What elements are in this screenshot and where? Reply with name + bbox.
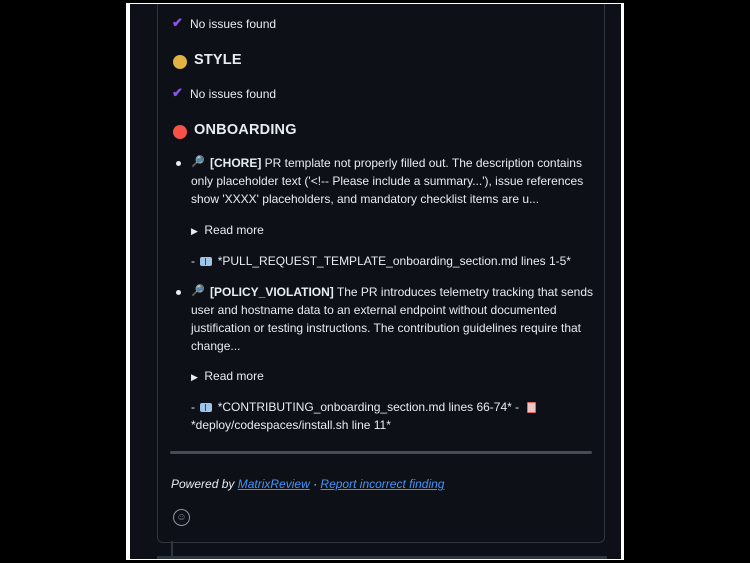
finding-text: The PR introduces telemetry tracking that sends [333, 285, 594, 299]
finding-reference [191, 252, 571, 270]
style-heading: STYLE [194, 52, 242, 68]
ref-dash: - [191, 254, 195, 268]
magnifier-icon: 🔎 [191, 285, 205, 297]
read-more-label: Read more [204, 369, 264, 383]
check-icon: ✔ [172, 85, 183, 100]
triangle-right-icon: ▶ [191, 372, 198, 382]
triangle-right-icon: ▶ [191, 226, 198, 236]
finding-chore-line2: only placeholder text ('<!-- Please include a summary...'), issue references [191, 174, 584, 188]
ref-dash: - [191, 400, 195, 414]
finding-chore-line1 [210, 154, 582, 172]
finding-reference [191, 398, 536, 416]
finding-policy-line1 [210, 283, 593, 301]
read-more-toggle[interactable] [191, 367, 264, 385]
finding-text: PR template not properly filled out. The description contains [261, 156, 582, 170]
comment-pane [130, 4, 621, 559]
read-more-label: Read more [204, 223, 264, 237]
file-icon [527, 402, 536, 413]
finding-chore-line3: show 'XXXX' placeholders, and mandatory checklist items are u... [191, 192, 540, 206]
list-bullet [176, 290, 181, 295]
check-icon: ✔ [172, 15, 183, 30]
style-status-text: No issues found [190, 87, 277, 101]
ref-text: *PULL_REQUEST_TEMPLATE_onboarding_section.md lines 1-5* [217, 254, 571, 268]
list-bullet [176, 161, 181, 166]
footer-divider [170, 451, 592, 454]
top-status-text: No issues found [190, 17, 277, 31]
powered-by-footer [171, 477, 444, 491]
read-more-toggle[interactable] [191, 221, 264, 239]
finding-reference-line2: *deploy/codespaces/install.sh line 11* [191, 418, 391, 432]
yellow-circle-icon [173, 55, 187, 69]
magnifier-icon: 🔎 [191, 156, 205, 168]
add-reaction-button[interactable] [173, 509, 190, 526]
report-incorrect-finding-link[interactable]: Report incorrect finding [320, 477, 445, 491]
finding-tag: [POLICY_VIOLATION] [210, 285, 334, 299]
finding-policy-line4: change... [191, 339, 241, 353]
ref-text: *CONTRIBUTING_onboarding_section.md lines 66-74* - [217, 400, 520, 414]
red-circle-icon [173, 125, 187, 139]
finding-policy-line3: justification or testing instructions. The contribution guidelines require that [191, 321, 581, 335]
finding-tag: [CHORE] [210, 156, 262, 170]
powered-by-label: Powered by [171, 477, 235, 491]
book-icon [200, 257, 212, 266]
footer-separator: · [313, 477, 318, 491]
finding-policy-line2: user and hostname data to an external endpoint without documented [191, 303, 557, 317]
next-comment-border [157, 556, 607, 559]
matrixreview-link[interactable]: MatrixReview [237, 477, 310, 491]
book-icon [200, 403, 212, 412]
smiley-icon: ☺ [176, 512, 187, 523]
onboarding-heading: ONBOARDING [194, 122, 297, 138]
